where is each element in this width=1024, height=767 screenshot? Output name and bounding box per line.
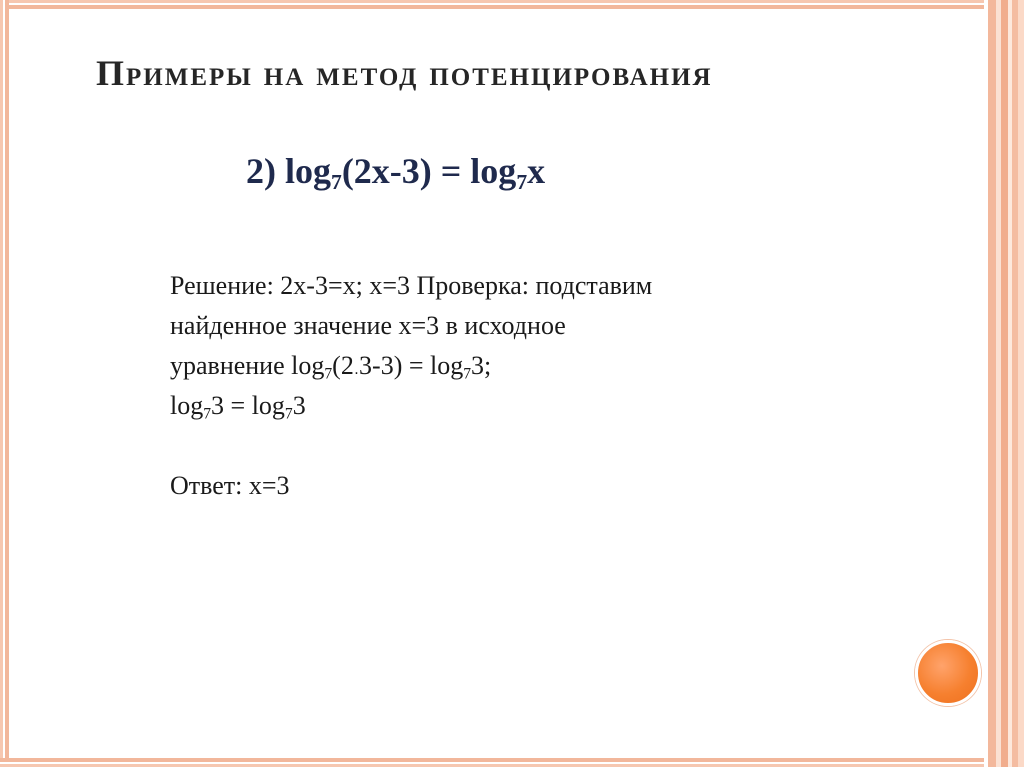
solution-line-2: найденное значение x=3 в исходное [170,311,566,340]
solution-line-4-log-1: log [170,391,204,420]
equation-right-arg: x [527,151,546,191]
slide-frame-bottom [0,758,985,767]
solution-line-3 [170,346,870,386]
equation-number: 2) [246,151,276,191]
solution-line-4-base-1: 7 [203,405,212,423]
solution-line-3-prefix: уравнение log [170,351,325,380]
answer-line: Ответ: x=3 [170,471,290,500]
equation-right-log: log [470,151,517,191]
solution-line-1: Решение: 2x-3=x; x=3 Проверка: подставим [170,271,653,300]
solution-line-3-base-1: 7 [324,365,333,383]
spacer [170,426,870,466]
equation-left-log: log [285,151,332,191]
decorative-stripes [984,0,1024,767]
solution-line-4-base-2: 7 [284,405,293,423]
orange-circle-decoration [915,640,981,706]
solution-line-3-end: 3; [471,351,492,380]
equation [246,150,545,195]
equation-left-arg: (2x-3) [341,151,432,191]
solution-text [170,266,870,506]
equation-equals: = [440,151,462,191]
solution-line-4-end: 3 [292,391,306,420]
solution-line-4 [170,386,870,426]
solution-line-3-after-dot: 3-3) = log [359,351,464,380]
solution-line-3-mid: (2 [332,351,354,380]
solution-line-4-mid: 3 = log [211,391,285,420]
slide-frame-left [0,0,9,767]
slide-title: Примеры на метод потенцирования [96,53,713,93]
equation-left-base: 7 [331,170,342,195]
equation-right-base: 7 [516,170,528,195]
slide-frame-top [0,0,985,9]
solution-line-3-dot: · [353,365,360,383]
solution-line-3-base-2: 7 [463,365,472,383]
